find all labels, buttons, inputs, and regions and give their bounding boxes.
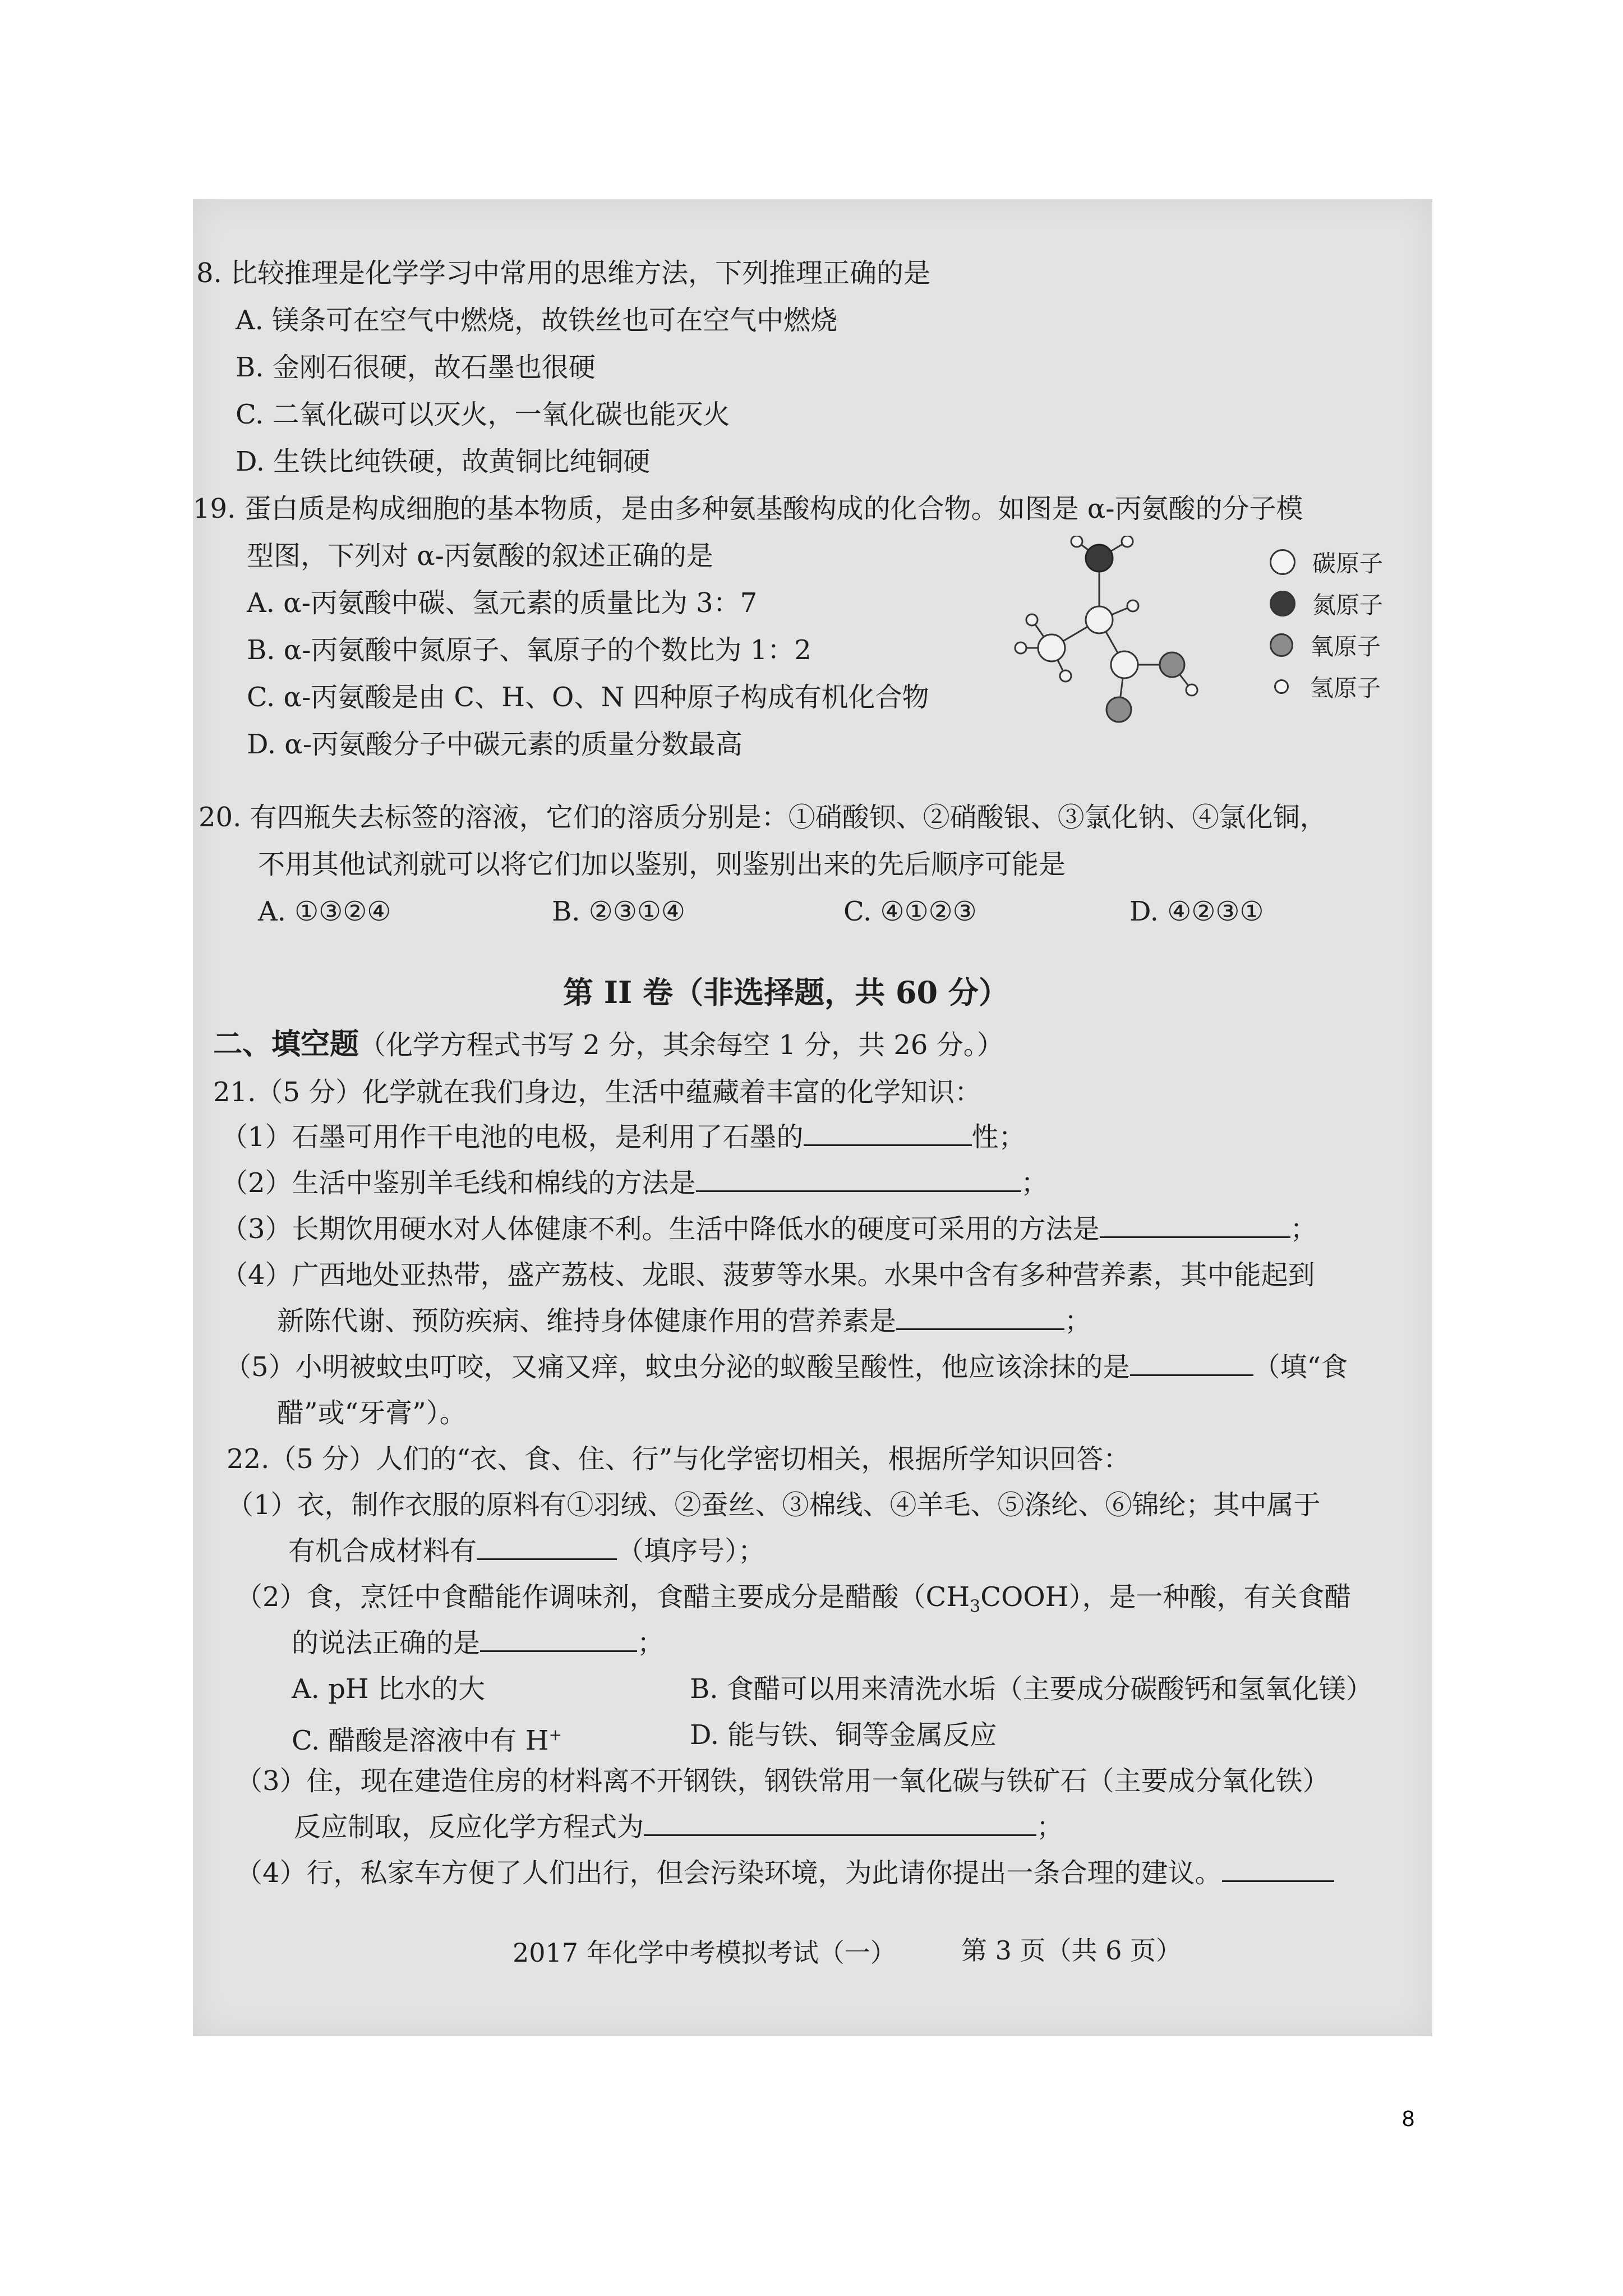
q22-part1-line1: （1）衣，制作衣服的原料有①羽绒、②蚕丝、③棉线、④羊毛、⑤涤纶、⑥锦纶；其中属于 — [227, 1489, 1321, 1521]
section-2-heading — [213, 1027, 1004, 1063]
scanned-exam-page — [193, 199, 1432, 2036]
q21-stem: 21.（5 分）化学就在我们身边，生活中蕴藏着丰富的化学知识： — [213, 1076, 982, 1108]
nitrogen-atom-icon — [1270, 591, 1295, 616]
carbon-atom-icon — [1270, 549, 1295, 575]
exam-footer-page: 第 3 页（共 6 页） — [961, 1935, 1182, 1966]
q22-part2-line1: （2）食，烹饪中食醋能作调味剂，食醋主要成分是醋酸$(CH_3COOH)$，是一种酸，有关食醋 — [236, 1581, 1352, 1617]
q21-part4-line1: （4）广西地处亚热带，盛产荔枝、龙眼、菠萝等水果。水果中含有多种营养素，其中能起到 — [221, 1259, 1315, 1291]
q18-option-c: C. 二氧化碳可以灭火，一氧化碳也能灭火 — [236, 399, 730, 430]
legend-hydrogen: 氢原子 — [1270, 666, 1383, 707]
q19-option-b: B. α-丙氨酸中氮原子、氧原子的个数比为 1：2 — [247, 634, 811, 666]
q18-option-b: B. 金刚石很硬，故石墨也很硬 — [236, 352, 596, 383]
q22-part3-blank[interactable] — [644, 1810, 1036, 1836]
q21-part5-blank[interactable] — [1130, 1350, 1253, 1376]
exam-footer-title: 2017 年化学中考模拟考试（一） — [513, 1938, 896, 1968]
q20-option-c: C. ④①②③ — [843, 896, 977, 927]
q19-stem-line2: 型图，下列对 α-丙氨酸的叙述正确的是 — [247, 540, 713, 572]
q21-part2: （2）生活中鉴别羊毛线和棉线的方法是 ； — [221, 1165, 1048, 1201]
section-2-note: （化学方程式书写 2 分，其余每空 1 分，共 26 分。） — [359, 1029, 1004, 1061]
q19-option-a: A. α-丙氨酸中碳、氢元素的质量比为 3：7 — [247, 587, 758, 619]
q18-stem: 8. 比较推理是化学学习中常用的思维方法，下列推理正确的是 — [196, 257, 931, 289]
q20-option-d: D. ④②③① — [1129, 896, 1264, 927]
q22-option-b: B. 食醋可以用来清洗水垢（主要成分碳酸钙和氢氧化镁） — [690, 1673, 1373, 1705]
q19-stem-line1: 19. 蛋白质是构成细胞的基本物质，是由多种氨基酸构成的化合物。如图是 α-丙氨酸的分子模 — [193, 493, 1303, 524]
q21-part1-blank[interactable] — [804, 1120, 972, 1146]
q20-stem-line1: 20. 有四瓶失去标签的溶液，它们的溶质分别是：①硝酸钡、②硝酸银、③氯化钠、④氯化铜， — [199, 802, 1327, 833]
q19-option-c: C. α-丙氨酸是由 C、H、O、N 四种原子构成有机化合物 — [247, 682, 929, 713]
part-2-title: 第 II 卷（非选择题，共 60 分） — [563, 974, 1009, 1010]
legend-oxygen: 氧原子 — [1270, 624, 1383, 666]
q21-part5-line2: 醋”或“牙膏”）。 — [277, 1397, 467, 1429]
alanine-molecule-model — [1009, 536, 1267, 749]
q19-option-d: D. α-丙氨酸分子中碳元素的质量分数最高 — [247, 729, 743, 760]
q21-part4-line2: 新陈代谢、预防疾病、维持身体健康作用的营养素是 ； — [277, 1303, 1091, 1339]
section-2-title: 二、填空题 — [213, 1027, 359, 1061]
q22-part1-line2: 有机合成材料有 （填序号）； — [288, 1533, 765, 1569]
q22-option-c: C. 醋酸是溶液中有 H+ — [292, 1725, 562, 1756]
q22-option-d: D. 能与铁、铜等金属反应 — [690, 1719, 997, 1751]
q22-option-a: A. pH 比水的大 — [292, 1673, 486, 1705]
page-number: 8 — [1402, 2106, 1415, 2131]
q22-part3-line1: （3）住，现在建造住房的材料离不开钢铁，钢铁常用一氧化碳与铁矿石（主要成分氧化铁） — [236, 1765, 1330, 1797]
oxygen-atom-icon — [1270, 633, 1293, 657]
q22-part1-blank[interactable] — [477, 1534, 617, 1560]
q22-part4: （4）行，私家车方便了人们出行，但会污染环境，为此请你提出一条合理的建议。 — [236, 1855, 1334, 1891]
q22-part2-blank[interactable] — [480, 1626, 637, 1652]
q21-part4-blank[interactable] — [896, 1304, 1064, 1330]
q18-option-d: D. 生铁比纯铁硬，故黄铜比纯铜硬 — [236, 446, 651, 477]
hydrogen-atom-icon — [1274, 679, 1289, 694]
q22-part4-blank[interactable] — [1222, 1856, 1334, 1882]
q20-option-b: B. ②③①④ — [552, 896, 685, 927]
q21-part3: （3）长期饮用硬水对人体健康不利。生活中降低水的硬度可采用的方法是 ； — [221, 1211, 1317, 1247]
q22-part2-line2: 的说法正确的是 ； — [292, 1625, 664, 1661]
q21-part3-blank[interactable] — [1100, 1212, 1290, 1238]
q21-part5-line1: （5）小明被蚊虫叮咬，又痛又痒，蚊虫分泌的蚁酸呈酸性，他应该涂抹的是 （填“食 — [224, 1349, 1348, 1385]
legend-nitrogen: 氮原子 — [1270, 583, 1383, 624]
q20-option-a: A. ①③②④ — [258, 896, 391, 927]
legend-carbon: 碳原子 — [1270, 541, 1383, 583]
q20-stem-line2: 不用其他试剂就可以将它们加以鉴别，则鉴别出来的先后顺序可能是 — [258, 849, 1066, 880]
q22-stem: 22.（5 分）人们的“衣、食、住、行”与化学密切相关，根据所学知识回答： — [227, 1443, 1131, 1475]
q22-part3-line2: 反应制取，反应化学方程式为 ； — [294, 1809, 1063, 1845]
molecule-legend — [1270, 541, 1383, 707]
q18-option-a: A. 镁条可在空气中燃烧，故铁丝也可在空气中燃烧 — [236, 305, 838, 336]
q21-part2-blank[interactable] — [696, 1166, 1021, 1192]
q21-part1: （1）石墨可用作干电池的电极，是利用了石墨的 性； — [221, 1119, 1026, 1155]
